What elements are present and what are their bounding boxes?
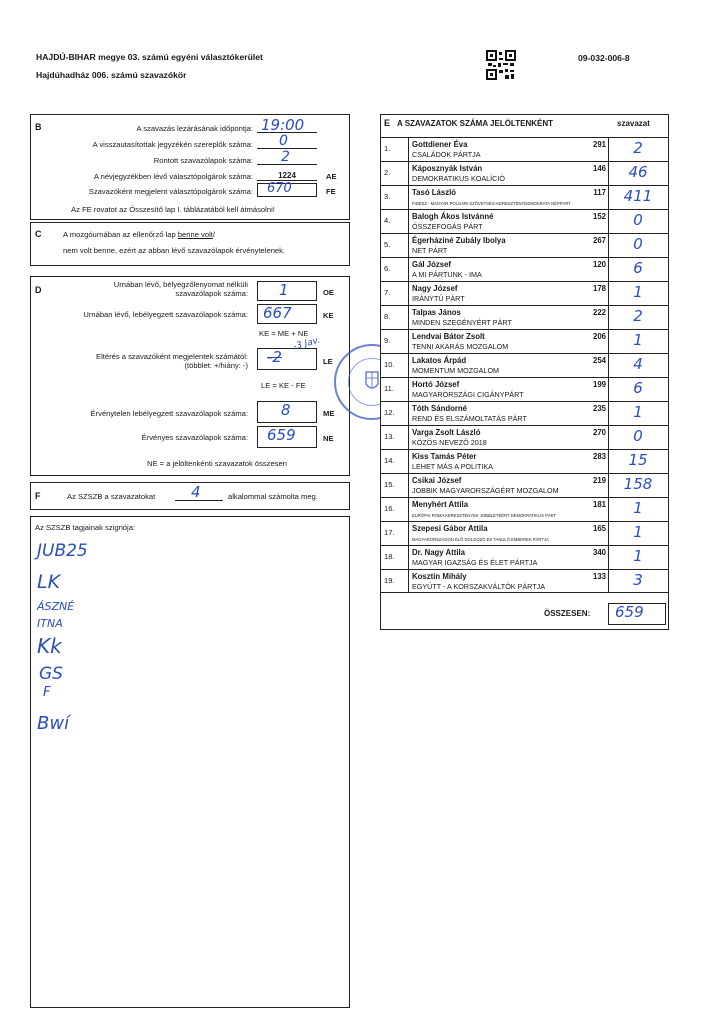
row-number: 13. xyxy=(384,432,395,441)
row-number: 4. xyxy=(384,216,391,225)
candidate-party: CSALÁDOK PÁRTJA xyxy=(412,150,481,159)
unstamped-label-2: szavazólapok száma: xyxy=(175,289,248,298)
candidate-party: A MI PÁRTUNK - IMA xyxy=(412,270,482,279)
candidate-votes[interactable]: 4 xyxy=(633,355,643,373)
candidate-name: Tasó László xyxy=(412,188,457,197)
candidate-row xyxy=(381,329,668,353)
candidate-name: Tóth Sándorné xyxy=(412,404,468,413)
candidate-id: 146 xyxy=(592,164,606,173)
candidate-name: Hortó József xyxy=(412,380,460,389)
row-number: 6. xyxy=(384,264,391,273)
voted-label: Szavazóként megjelent választópolgárok száma: xyxy=(88,187,253,196)
registered-code: AE xyxy=(326,172,337,181)
row-sep xyxy=(608,306,609,329)
row-sep xyxy=(608,138,609,161)
section-b xyxy=(30,114,350,220)
row-sep xyxy=(608,210,609,233)
count-prefix: Az SZSZB a szavazatokat xyxy=(67,492,156,501)
candidate-id: 340 xyxy=(592,548,606,557)
candidate-votes[interactable]: 46 xyxy=(628,163,648,181)
candidate-party: NET PÁRT xyxy=(412,246,448,255)
candidate-id: 222 xyxy=(592,308,606,317)
candidate-party: MINDEN SZEGÉNYÉRT PÁRT xyxy=(412,318,512,327)
qr-code-icon xyxy=(486,50,516,80)
diff-label-1: Eltérés a szavazóként megjelentek számától: xyxy=(96,352,248,361)
row-sep xyxy=(608,234,609,257)
row-sep xyxy=(408,402,409,425)
formula-ke: KE = ME + NE xyxy=(259,329,309,338)
row-sep xyxy=(408,546,409,569)
candidate-party: EURÓPAI ROMA KERESZTÉNYEK JOBBLÉTÉÉRT DEMOKRATIKUS PÁRT xyxy=(412,513,557,518)
row-number: 10. xyxy=(384,360,395,369)
row-sep xyxy=(408,234,409,257)
candidate-party: MOMENTUM MOZGALOM xyxy=(412,366,500,375)
signature-4: ITNA xyxy=(37,617,63,630)
total-value[interactable]: 659 xyxy=(615,603,644,621)
row-number: 11. xyxy=(384,384,394,393)
extract-value[interactable]: 0 xyxy=(279,133,288,149)
closing-time-label: A szavazás lezárásának időpontja: xyxy=(136,124,253,133)
row-sep xyxy=(408,138,409,161)
candidate-votes[interactable]: 1 xyxy=(633,403,643,421)
candidate-name: Kiss Tamás Péter xyxy=(412,452,477,461)
extract-label: A visszautasítottak jegyzékén szereplők száma: xyxy=(92,140,253,149)
section-e xyxy=(380,114,669,630)
district-title: HAJDÚ-BIHAR megye 03. számú egyéni választókerület xyxy=(36,52,263,62)
row-number: 14. xyxy=(384,456,395,465)
row-sep xyxy=(608,522,609,545)
candidate-party: TENNI AKARÁS MOZGALOM xyxy=(412,342,509,351)
row-number: 9. xyxy=(384,336,391,345)
candidate-name: Menyhért Attila xyxy=(412,500,469,509)
candidate-id: 133 xyxy=(592,572,606,581)
registered-value: 1224 xyxy=(278,171,296,180)
candidate-row xyxy=(381,257,668,281)
candidate-party: REND ÉS ELSZÁMOLTATÁS PÁRT xyxy=(412,414,527,423)
row-sep xyxy=(608,186,609,209)
candidate-party: MAGYARORSZÁGI CIGÁNYPÁRT xyxy=(412,390,524,399)
diff-value[interactable]: -2 xyxy=(267,348,282,366)
unstamped-value[interactable]: 1 xyxy=(279,281,289,299)
valid-code: NE xyxy=(323,434,334,443)
mobile-box-line2: nem volt benne, ezért az abban lévő szavazólapok érvénytelenek. xyxy=(63,246,286,255)
row-number: 17. xyxy=(384,528,395,537)
candidate-row xyxy=(381,473,668,497)
section-d-letter: D xyxy=(35,285,42,295)
signature-3: ÁSZNÉ xyxy=(37,600,75,613)
candidate-votes[interactable]: 0 xyxy=(633,235,643,253)
candidate-votes[interactable]: 158 xyxy=(623,475,653,493)
section-f-letter: F xyxy=(35,491,41,501)
voted-value[interactable]: 670 xyxy=(267,181,292,196)
signature-6: GS xyxy=(39,664,63,684)
row-sep xyxy=(408,210,409,233)
fe-note: Az FE rovatot az Összesítő lap I. táblázatából kell átmásolni! xyxy=(71,205,275,214)
row-sep xyxy=(408,162,409,185)
candidate-votes[interactable]: 411 xyxy=(623,187,653,205)
row-sep xyxy=(408,354,409,377)
candidate-party: LEHET MÁS A POLITIKA xyxy=(412,462,493,471)
row-sep xyxy=(608,354,609,377)
unstamped-code: OE xyxy=(323,288,334,297)
candidate-votes[interactable]: 1 xyxy=(633,523,643,541)
candidate-name: Nagy József xyxy=(412,284,458,293)
candidate-votes[interactable]: 1 xyxy=(633,283,643,301)
registered-label: A névjegyzékben lévő választópolgárok száma: xyxy=(93,172,253,181)
candidate-id: 178 xyxy=(592,284,606,293)
invalid-code: ME xyxy=(323,409,335,418)
formula-le: LE = KE - FE xyxy=(261,381,306,390)
candidate-name: Varga Zsolt László xyxy=(412,428,481,437)
candidate-votes[interactable]: 2 xyxy=(633,307,643,325)
row-sep xyxy=(408,450,409,473)
candidate-name: Gál József xyxy=(412,260,451,269)
candidate-name: Dr. Nagy Attila xyxy=(412,548,466,557)
candidate-row xyxy=(381,449,668,473)
candidate-id: 120 xyxy=(592,260,606,269)
candidate-row xyxy=(381,137,668,161)
candidate-row xyxy=(381,281,668,305)
section-c xyxy=(30,222,350,266)
candidate-id: 219 xyxy=(592,476,606,485)
signature-7: F xyxy=(43,685,51,700)
candidate-party: MAGYARORSZÁGON ÉLŐ DOLGOZÓ ÉS TANULÓ EMBEREK PÁRTJA xyxy=(412,537,549,542)
row-number: 8. xyxy=(384,312,391,321)
candidate-name: Gottdiener Éva xyxy=(412,140,468,149)
candidate-id: 235 xyxy=(592,404,606,413)
diff-box[interactable] xyxy=(257,348,317,370)
row-sep xyxy=(408,426,409,449)
candidate-name: Talpas János xyxy=(412,308,461,317)
closing-time-value[interactable]: 19:00 xyxy=(261,116,305,134)
row-sep xyxy=(608,330,609,353)
diff-label-2: (többlet: +/hiány: -) xyxy=(184,361,248,370)
signature-5: Kk xyxy=(37,634,62,658)
candidate-id: 165 xyxy=(592,524,606,533)
row-sep xyxy=(608,570,609,592)
candidate-id: 270 xyxy=(592,428,606,437)
invalid-value[interactable]: 8 xyxy=(281,401,291,419)
candidate-row xyxy=(381,161,668,185)
row-number: 12. xyxy=(384,408,395,417)
count-suffix: alkalommal számolta meg. xyxy=(228,492,318,501)
total-label: ÖSSZESEN: xyxy=(544,609,591,618)
row-sep xyxy=(408,474,409,497)
row-sep xyxy=(608,282,609,305)
candidate-votes[interactable]: 2 xyxy=(633,139,643,157)
candidate-party: JOBBIK MAGYARORSZÁGÉRT MOZGALOM xyxy=(412,486,559,495)
row-sep xyxy=(608,162,609,185)
valid-label: Érvényes szavazólapok száma: xyxy=(141,433,248,442)
candidate-name: Lendvai Bátor Zsolt xyxy=(412,332,485,341)
count-value[interactable]: 4 xyxy=(191,483,201,501)
candidate-row xyxy=(381,425,668,449)
mobile-box-line1 xyxy=(63,230,215,239)
row-sep xyxy=(408,282,409,305)
signatures-label: Az SZSZB tagjainak szignója: xyxy=(35,523,136,532)
candidate-party: KÖZÖS NEVEZŐ 2018 xyxy=(412,438,487,447)
row-sep xyxy=(608,258,609,281)
row-sep xyxy=(408,522,409,545)
unstamped-label-1: Urnában lévő, bélyegzőlenyomat nélküli xyxy=(113,280,248,289)
candidate-name: Csikai József xyxy=(412,476,462,485)
candidate-row xyxy=(381,185,668,209)
stamped-label: Urnában lévő, lebélyegzett szavazólapok száma: xyxy=(83,310,248,319)
candidate-row xyxy=(381,233,668,257)
candidate-party: DEMOKRATIKUS KOALÍCIÓ xyxy=(412,174,505,183)
section-d xyxy=(30,276,350,476)
row-sep xyxy=(608,378,609,401)
signature-8: Bwí xyxy=(37,713,70,734)
candidate-id: 181 xyxy=(592,500,606,509)
candidate-name: Szepesi Gábor Attila xyxy=(412,524,488,533)
row-sep xyxy=(608,474,609,497)
candidate-row xyxy=(381,209,668,233)
candidate-votes[interactable]: 0 xyxy=(633,427,643,445)
candidate-votes[interactable]: 6 xyxy=(633,379,643,397)
candidate-id: 283 xyxy=(592,452,606,461)
candidate-name: Lakatos Árpád xyxy=(412,356,467,365)
candidate-party: EGYÜTT - A KORSZAKVÁLTÓK PÁRTJA xyxy=(412,582,546,591)
candidate-row xyxy=(381,401,668,425)
diff-code: LE xyxy=(323,357,333,366)
votes-column-header: szavazat xyxy=(617,119,650,128)
row-number: 3. xyxy=(384,192,391,201)
candidate-name: Égerháziné Zubály Ibolya xyxy=(412,236,506,245)
section-e-letter: E xyxy=(384,118,391,128)
row-number: 18. xyxy=(384,552,395,561)
row-sep xyxy=(608,546,609,569)
mobile-box-prefix: A mozgóurnában az ellenőrző lap xyxy=(63,230,178,239)
candidate-id: 199 xyxy=(592,380,606,389)
invalid-label: Érvénytelen lebélyegzett szavazólapok száma: xyxy=(90,409,248,418)
stamped-code: KE xyxy=(323,311,334,320)
candidate-votes[interactable]: 1 xyxy=(633,499,643,517)
candidate-row xyxy=(381,305,668,329)
spoiled-label: Rontott szavazólapok száma: xyxy=(153,156,253,165)
row-number: 7. xyxy=(384,288,391,297)
section-f xyxy=(30,482,350,510)
stamped-value[interactable]: 667 xyxy=(263,304,292,322)
document-id: 09-032-006-8 xyxy=(578,53,630,63)
row-sep xyxy=(408,498,409,521)
candidate-row xyxy=(381,521,668,545)
row-sep xyxy=(408,330,409,353)
voted-code: FE xyxy=(326,187,336,196)
section-e-title: A SZAVAZATOK SZÁMA JELÖLTENKÉNT xyxy=(397,119,553,128)
row-sep xyxy=(608,426,609,449)
row-number: 1. xyxy=(384,144,391,153)
mobile-box-slash: / xyxy=(212,230,215,239)
row-number: 15. xyxy=(384,480,395,489)
candidate-id: 206 xyxy=(592,332,606,341)
signature-1: JUB25 xyxy=(37,541,88,561)
candidate-name: Káposznyák István xyxy=(412,164,483,173)
candidate-party: MAGYAR IGAZSÁG ÉS ÉLET PÁRTJA xyxy=(412,558,538,567)
candidate-votes[interactable]: 15 xyxy=(628,451,648,469)
candidate-votes[interactable]: 1 xyxy=(633,547,643,565)
row-number: 2. xyxy=(384,168,391,177)
section-c-letter: C xyxy=(35,229,42,239)
candidate-row xyxy=(381,377,668,401)
candidate-party: FIDESZ - MAGYAR POLGÁRI SZÖVETSÉG-KERESZTÉNYDEMOKRATA NÉPPÁRT xyxy=(412,201,571,206)
row-sep xyxy=(408,186,409,209)
row-sep xyxy=(408,306,409,329)
row-sep xyxy=(408,378,409,401)
row-sep xyxy=(408,570,409,592)
spoiled-value[interactable]: 2 xyxy=(281,149,290,165)
candidate-votes[interactable]: 0 xyxy=(633,211,643,229)
candidate-row xyxy=(381,353,668,377)
candidate-id: 152 xyxy=(592,212,606,221)
signature-2: LK xyxy=(37,571,61,593)
candidate-party: ÖSSZEFOGÁS PÁRT xyxy=(412,222,483,231)
candidate-party: IRÁNYTŰ PÁRT xyxy=(412,294,465,303)
diff-correction[interactable]: -3 Jav. xyxy=(292,335,322,353)
row-sep xyxy=(608,498,609,521)
candidate-id: 117 xyxy=(593,188,606,197)
row-sep xyxy=(608,402,609,425)
mobile-box-present: benne volt xyxy=(177,230,213,239)
candidate-id: 291 xyxy=(592,140,606,149)
candidate-votes[interactable]: 3 xyxy=(633,571,643,589)
section-b-letter: B xyxy=(35,122,42,132)
candidate-row xyxy=(381,545,668,569)
candidate-list xyxy=(381,137,668,597)
candidate-id: 254 xyxy=(592,356,606,365)
candidate-id: 267 xyxy=(592,236,606,245)
candidate-name: Kosztin Mihály xyxy=(412,572,467,581)
candidate-row xyxy=(381,497,668,521)
candidate-votes[interactable]: 6 xyxy=(633,259,643,277)
valid-value[interactable]: 659 xyxy=(267,426,296,444)
formula-ne: NE = a jelöltenkénti szavazatok összesen xyxy=(147,459,287,468)
row-number: 16. xyxy=(384,504,395,513)
row-number: 5. xyxy=(384,240,391,249)
signatures-box xyxy=(30,516,350,1008)
row-number: 19. xyxy=(384,576,395,585)
candidate-row xyxy=(381,569,668,593)
station-title: Hajdúhadház 006. számú szavazókör xyxy=(36,70,187,80)
row-sep xyxy=(608,450,609,473)
candidate-votes[interactable]: 1 xyxy=(633,331,643,349)
candidate-name: Balogh Ákos Istvánné xyxy=(412,212,494,221)
row-sep xyxy=(408,258,409,281)
